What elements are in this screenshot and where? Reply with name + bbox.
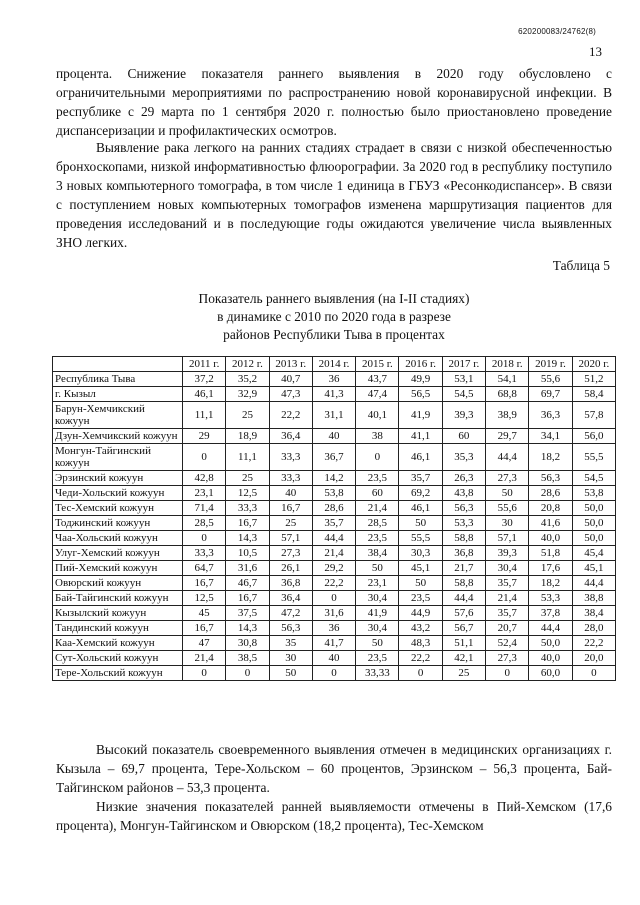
value-cell: 21,4 (312, 546, 355, 561)
value-cell: 30,4 (356, 591, 399, 606)
value-cell: 46,7 (226, 576, 269, 591)
value-cell: 54,5 (572, 471, 615, 486)
district-name-cell: Эрзинский кожуун (53, 471, 183, 486)
value-cell: 51,1 (442, 636, 485, 651)
value-cell: 68,8 (486, 387, 529, 402)
value-cell: 16,7 (226, 516, 269, 531)
value-cell: 40,7 (269, 372, 312, 387)
value-cell: 37,2 (183, 372, 226, 387)
value-cell: 28,6 (312, 501, 355, 516)
value-cell: 0 (183, 666, 226, 681)
value-cell: 45,1 (572, 561, 615, 576)
district-name-cell: Республика Тыва (53, 372, 183, 387)
value-cell: 30 (269, 651, 312, 666)
table-label: Таблица 5 (552, 258, 610, 273)
value-cell: 44,4 (529, 621, 572, 636)
table-title-line: Показатель раннего выявления (на I-II стадиях) (198, 291, 470, 306)
value-cell: 58,8 (442, 576, 485, 591)
value-cell: 12,5 (226, 486, 269, 501)
value-cell: 36,4 (269, 591, 312, 606)
value-cell: 25 (442, 666, 485, 681)
value-cell: 31,6 (226, 561, 269, 576)
value-cell: 27,3 (486, 471, 529, 486)
value-cell: 33,33 (356, 666, 399, 681)
table-row (53, 546, 616, 561)
value-cell: 11,1 (183, 402, 226, 429)
value-cell: 40,0 (529, 531, 572, 546)
value-cell: 40 (312, 651, 355, 666)
value-cell: 58,8 (442, 531, 485, 546)
value-cell: 38,5 (226, 651, 269, 666)
value-cell: 50 (356, 561, 399, 576)
table-header-year: 2017 г. (442, 357, 485, 372)
table-row (53, 486, 616, 501)
table-row (53, 531, 616, 546)
early-detection-table (52, 356, 616, 681)
value-cell: 54,1 (486, 372, 529, 387)
value-cell: 47 (183, 636, 226, 651)
value-cell: 39,3 (442, 402, 485, 429)
value-cell: 30 (486, 516, 529, 531)
value-cell: 0 (183, 531, 226, 546)
value-cell: 27,3 (486, 651, 529, 666)
value-cell: 46,1 (399, 501, 442, 516)
table-row (53, 429, 616, 444)
district-name-cell: Чеди-Хольский кожуун (53, 486, 183, 501)
value-cell: 40 (312, 429, 355, 444)
value-cell: 38,4 (356, 546, 399, 561)
value-cell: 0 (312, 666, 355, 681)
value-cell: 16,7 (226, 591, 269, 606)
value-cell: 12,5 (183, 591, 226, 606)
value-cell: 33,3 (226, 501, 269, 516)
value-cell: 36,8 (269, 576, 312, 591)
table-header-row (53, 357, 616, 372)
value-cell: 50 (269, 666, 312, 681)
value-cell: 38,9 (486, 402, 529, 429)
value-cell: 40 (269, 486, 312, 501)
value-cell: 36,8 (442, 546, 485, 561)
paragraph-3: Высокий показатель своевременного выявления отмечен в медицинских организациях г. Кызыла – 69,7 процента, Тере-Хольском – 60 процентов, Эрзинском – 56,3 процента, Бай-Тайгинском районов – 53,3 процента. (56, 742, 612, 795)
district-name-cell: Тес-Хемский кожуун (53, 501, 183, 516)
value-cell: 46,1 (399, 444, 442, 471)
value-cell: 16,7 (183, 621, 226, 636)
value-cell: 38,4 (572, 606, 615, 621)
value-cell: 14,2 (312, 471, 355, 486)
table-title-line: районов Республики Тыва в процентах (223, 327, 445, 342)
value-cell: 10,5 (226, 546, 269, 561)
value-cell: 23,5 (399, 591, 442, 606)
value-cell: 44,9 (399, 606, 442, 621)
value-cell: 44,4 (442, 591, 485, 606)
table-row (53, 501, 616, 516)
value-cell: 55,6 (529, 372, 572, 387)
value-cell: 22,2 (399, 651, 442, 666)
value-cell: 32,9 (226, 387, 269, 402)
table-row (53, 444, 616, 471)
value-cell: 43,7 (356, 372, 399, 387)
value-cell: 36 (312, 621, 355, 636)
district-name-cell: Улуг-Хемский кожуун (53, 546, 183, 561)
value-cell: 38,8 (572, 591, 615, 606)
district-name-cell: Тоджинский кожуун (53, 516, 183, 531)
table-title-line: в динамике с 2010 по 2020 года в разрезе (217, 309, 451, 324)
value-cell: 17,6 (529, 561, 572, 576)
value-cell: 40,0 (529, 651, 572, 666)
value-cell: 50,0 (572, 516, 615, 531)
paragraph-4: Низкие значения показателей ранней выявляемости отмечены в Пий-Хемском (17,6 процента), Монгун-Тайгинском и Овюрском (18,2 процента), Тес-Хемском (56, 799, 612, 833)
value-cell: 54,5 (442, 387, 485, 402)
value-cell: 27,3 (269, 546, 312, 561)
value-cell: 46,1 (183, 387, 226, 402)
value-cell: 43,2 (399, 621, 442, 636)
table-row (53, 576, 616, 591)
value-cell: 36,7 (312, 444, 355, 471)
value-cell: 56,3 (529, 471, 572, 486)
value-cell: 30,4 (356, 621, 399, 636)
district-name-cell: Барун-Хемчикский кожуун (53, 402, 183, 429)
value-cell: 35,7 (399, 471, 442, 486)
value-cell: 0 (572, 666, 615, 681)
value-cell: 57,1 (486, 531, 529, 546)
value-cell: 21,4 (486, 591, 529, 606)
table-header-year: 2018 г. (486, 357, 529, 372)
value-cell: 48,3 (399, 636, 442, 651)
value-cell: 41,9 (356, 606, 399, 621)
document-code: 620200083/24762(8) (518, 27, 596, 36)
value-cell: 37,8 (529, 606, 572, 621)
value-cell: 57,8 (572, 402, 615, 429)
value-cell: 31,1 (312, 402, 355, 429)
value-cell: 14,3 (226, 621, 269, 636)
table-header-year: 2020 г. (572, 357, 615, 372)
value-cell: 50,0 (572, 501, 615, 516)
value-cell: 33,3 (269, 471, 312, 486)
value-cell: 47,2 (269, 606, 312, 621)
value-cell: 50 (399, 576, 442, 591)
table-row (53, 621, 616, 636)
value-cell: 34,1 (529, 429, 572, 444)
value-cell: 41,1 (399, 429, 442, 444)
value-cell: 18,2 (529, 444, 572, 471)
value-cell: 60 (356, 486, 399, 501)
value-cell: 40,1 (356, 402, 399, 429)
value-cell: 50 (399, 516, 442, 531)
table-row (53, 387, 616, 402)
district-name-cell: Кызылский кожуун (53, 606, 183, 621)
value-cell: 50,0 (529, 636, 572, 651)
value-cell: 25 (269, 516, 312, 531)
value-cell: 50 (356, 636, 399, 651)
value-cell: 53,1 (442, 372, 485, 387)
value-cell: 47,4 (356, 387, 399, 402)
district-name-cell: Тере-Хольский кожуун (53, 666, 183, 681)
value-cell: 20,0 (572, 651, 615, 666)
value-cell: 26,1 (269, 561, 312, 576)
value-cell: 35,3 (442, 444, 485, 471)
value-cell: 50 (486, 486, 529, 501)
table-row (53, 402, 616, 429)
table-header-year: 2013 г. (269, 357, 312, 372)
district-name-cell: Овюрский кожуун (53, 576, 183, 591)
value-cell: 56,5 (399, 387, 442, 402)
value-cell: 35,7 (486, 576, 529, 591)
value-cell: 18,2 (529, 576, 572, 591)
table-header-year: 2019 г. (529, 357, 572, 372)
value-cell: 49,9 (399, 372, 442, 387)
value-cell: 56,3 (269, 621, 312, 636)
value-cell: 41,6 (529, 516, 572, 531)
table-row (53, 666, 616, 681)
value-cell: 28,0 (572, 621, 615, 636)
value-cell: 45,4 (572, 546, 615, 561)
value-cell: 33,3 (269, 444, 312, 471)
table-row (53, 372, 616, 387)
table-row (53, 471, 616, 486)
value-cell: 28,6 (529, 486, 572, 501)
value-cell: 29,2 (312, 561, 355, 576)
value-cell: 0 (486, 666, 529, 681)
value-cell: 44,4 (312, 531, 355, 546)
table-header-year: 2012 г. (226, 357, 269, 372)
paragraph-2: Выявление рака легкого на ранних стадиях страдает в связи с низкой обеспеченностью бронхоскопами, низкой информативностью флюорографии. За 2020 год в республику поступило 3 новых компьютерного томографа, в том числе 1 единица в ГБУЗ «Ресонкодиспансер». В связи с поступлением новых компьютерных томографов изменена маршрутизация пациентов для проведения исследований и в последующие годы ожидаются увеличение числа выявленных ЗНО легких. (56, 140, 612, 250)
page-number: 13 (589, 44, 602, 59)
value-cell: 0 (312, 591, 355, 606)
value-cell: 71,4 (183, 501, 226, 516)
value-cell: 43,8 (442, 486, 485, 501)
value-cell: 14,3 (226, 531, 269, 546)
value-cell: 57,6 (442, 606, 485, 621)
value-cell: 69,7 (529, 387, 572, 402)
value-cell: 41,3 (312, 387, 355, 402)
value-cell: 23,5 (356, 471, 399, 486)
value-cell: 23,5 (356, 651, 399, 666)
value-cell: 41,7 (312, 636, 355, 651)
value-cell: 36,4 (269, 429, 312, 444)
value-cell: 22,2 (312, 576, 355, 591)
value-cell: 52,4 (486, 636, 529, 651)
value-cell: 47,3 (269, 387, 312, 402)
district-name-cell: г. Кызыл (53, 387, 183, 402)
value-cell: 30,4 (486, 561, 529, 576)
value-cell: 60 (442, 429, 485, 444)
value-cell: 42,8 (183, 471, 226, 486)
district-name-cell: Чаа-Хольский кожуун (53, 531, 183, 546)
value-cell: 56,0 (572, 429, 615, 444)
value-cell: 0 (226, 666, 269, 681)
table-header-year: 2016 г. (399, 357, 442, 372)
table-row (53, 516, 616, 531)
value-cell: 23,5 (356, 531, 399, 546)
value-cell: 56,7 (442, 621, 485, 636)
table-header-district (53, 357, 183, 372)
district-name-cell: Бай-Тайгинский кожуун (53, 591, 183, 606)
value-cell: 21,7 (442, 561, 485, 576)
value-cell: 22,2 (269, 402, 312, 429)
value-cell: 51,2 (572, 372, 615, 387)
district-name-cell: Сут-Хольский кожуун (53, 651, 183, 666)
table-header-year: 2011 г. (183, 357, 226, 372)
value-cell: 30,3 (399, 546, 442, 561)
value-cell: 64,7 (183, 561, 226, 576)
value-cell: 45 (183, 606, 226, 621)
value-cell: 30,8 (226, 636, 269, 651)
value-cell: 56,3 (442, 501, 485, 516)
value-cell: 50,0 (572, 531, 615, 546)
value-cell: 53,8 (312, 486, 355, 501)
value-cell: 26,3 (442, 471, 485, 486)
value-cell: 45,1 (399, 561, 442, 576)
table-row (53, 651, 616, 666)
district-name-cell: Дзун-Хемчикский кожуун (53, 429, 183, 444)
value-cell: 53,3 (529, 591, 572, 606)
district-name-cell: Тандинский кожуун (53, 621, 183, 636)
value-cell: 35,2 (226, 372, 269, 387)
table-header-year: 2014 г. (312, 357, 355, 372)
table-row (53, 561, 616, 576)
value-cell: 21,4 (183, 651, 226, 666)
value-cell: 53,8 (572, 486, 615, 501)
table-title (56, 290, 612, 344)
value-cell: 23,1 (183, 486, 226, 501)
value-cell: 20,8 (529, 501, 572, 516)
value-cell: 39,3 (486, 546, 529, 561)
district-name-cell: Каа-Хемский кожуун (53, 636, 183, 651)
value-cell: 18,9 (226, 429, 269, 444)
value-cell: 22,2 (572, 636, 615, 651)
district-name-cell: Монгун-Тайгинский кожуун (53, 444, 183, 471)
value-cell: 44,4 (572, 576, 615, 591)
value-cell: 25 (226, 402, 269, 429)
value-cell: 37,5 (226, 606, 269, 621)
value-cell: 69,2 (399, 486, 442, 501)
value-cell: 0 (183, 444, 226, 471)
value-cell: 16,7 (183, 576, 226, 591)
paragraph-1: процента. Снижение показателя раннего выявления в 2020 году обусловлено с ограничительными мероприятиями по распространению новой коронавирусной инфекции. В республике с 29 марта по 1 сентября 2020 г. полностью было приостановлено проведение диспансеризации и профилактических осмотров. (56, 66, 612, 138)
table-row (53, 591, 616, 606)
table-row (53, 636, 616, 651)
value-cell: 0 (356, 444, 399, 471)
table-row (53, 606, 616, 621)
value-cell: 16,7 (269, 501, 312, 516)
value-cell: 55,5 (572, 444, 615, 471)
value-cell: 35 (269, 636, 312, 651)
value-cell: 33,3 (183, 546, 226, 561)
value-cell: 36 (312, 372, 355, 387)
value-cell: 28,5 (356, 516, 399, 531)
value-cell: 60,0 (529, 666, 572, 681)
value-cell: 23,1 (356, 576, 399, 591)
value-cell: 55,6 (486, 501, 529, 516)
value-cell: 11,1 (226, 444, 269, 471)
value-cell: 58,4 (572, 387, 615, 402)
value-cell: 42,1 (442, 651, 485, 666)
table-header-year: 2015 г. (356, 357, 399, 372)
value-cell: 35,7 (486, 606, 529, 621)
value-cell: 0 (399, 666, 442, 681)
value-cell: 53,3 (442, 516, 485, 531)
value-cell: 29,7 (486, 429, 529, 444)
value-cell: 28,5 (183, 516, 226, 531)
value-cell: 25 (226, 471, 269, 486)
value-cell: 51,8 (529, 546, 572, 561)
value-cell: 20,7 (486, 621, 529, 636)
value-cell: 57,1 (269, 531, 312, 546)
value-cell: 31,6 (312, 606, 355, 621)
value-cell: 41,9 (399, 402, 442, 429)
value-cell: 55,5 (399, 531, 442, 546)
value-cell: 38 (356, 429, 399, 444)
value-cell: 21,4 (356, 501, 399, 516)
value-cell: 36,3 (529, 402, 572, 429)
district-name-cell: Пий-Хемский кожуун (53, 561, 183, 576)
value-cell: 29 (183, 429, 226, 444)
value-cell: 44,4 (486, 444, 529, 471)
value-cell: 35,7 (312, 516, 355, 531)
